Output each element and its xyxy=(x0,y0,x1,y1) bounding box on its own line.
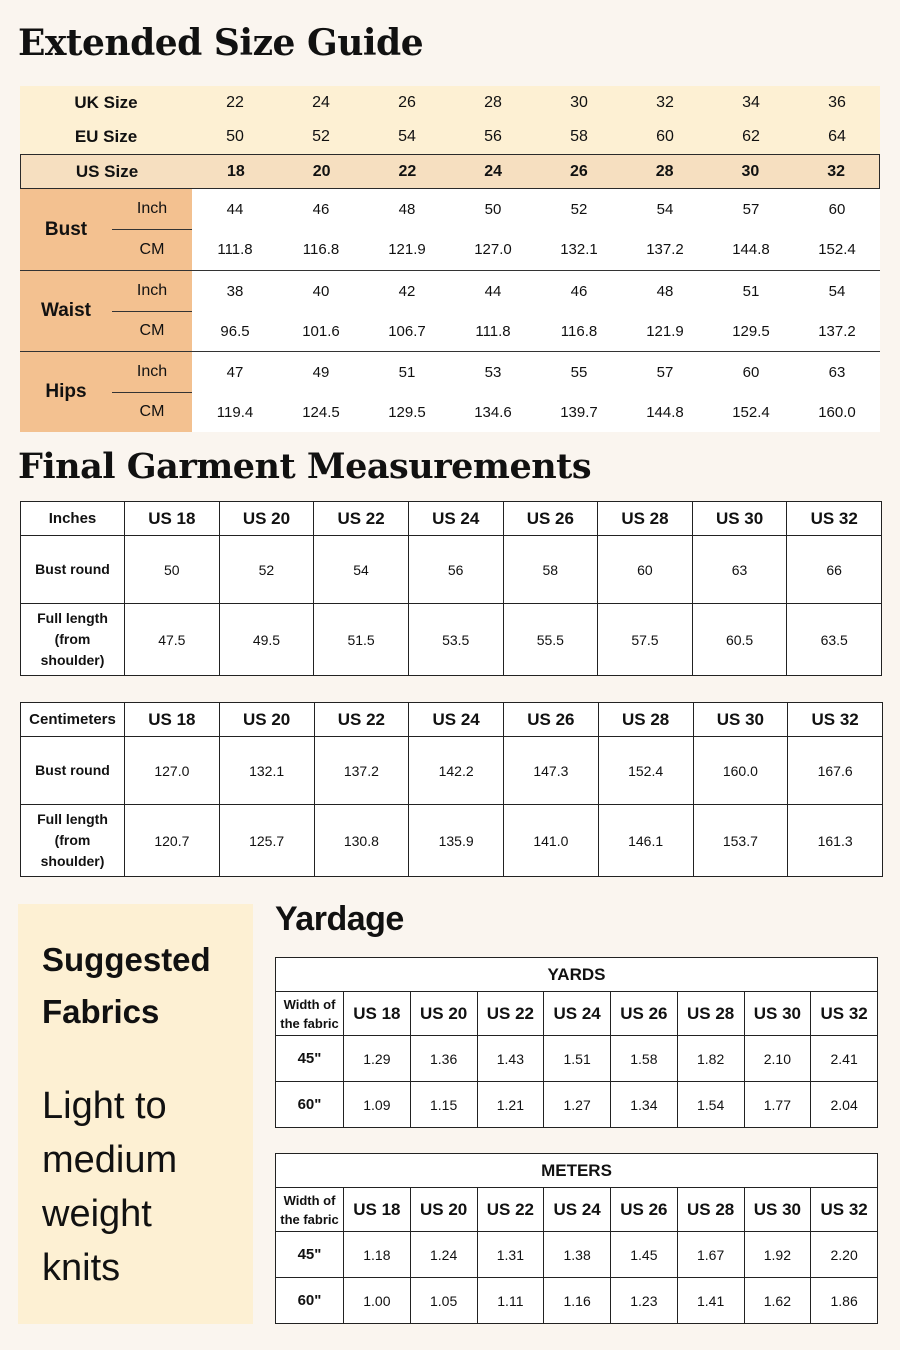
hips-cm-row xyxy=(192,392,880,432)
fabrics-text-line: weight xyxy=(42,1193,152,1235)
size-header: US 24 xyxy=(409,703,504,737)
eu-size-cell: 60 xyxy=(656,128,674,145)
fabrics-text-line: medium xyxy=(42,1139,178,1181)
value-cell: 46 xyxy=(570,282,588,300)
fabrics-text-line: knits xyxy=(42,1247,121,1289)
yards-caption: YARDS xyxy=(276,958,878,992)
size-header: US 28 xyxy=(677,1188,744,1232)
value-cell: 127.0 xyxy=(125,737,220,805)
value-cell: 1.86 xyxy=(811,1278,878,1324)
value-cell: 54 xyxy=(828,282,846,300)
uk-size-cell: 22 xyxy=(226,94,244,111)
value-cell: 141.0 xyxy=(504,805,599,877)
us-size-row xyxy=(20,154,880,189)
row-label-line: shoulder) xyxy=(40,853,105,869)
suggested-fabrics-panel xyxy=(18,904,253,1324)
eu-size-cell: 56 xyxy=(484,128,502,145)
size-header: US 30 xyxy=(692,502,787,536)
waist-label: Waist xyxy=(20,270,112,351)
row-label-line: Full length xyxy=(37,610,108,626)
fabrics-title xyxy=(42,934,211,1038)
size-header: US 26 xyxy=(611,1188,678,1232)
size-header: US 22 xyxy=(477,992,544,1036)
value-cell: 1.27 xyxy=(544,1082,611,1128)
us-size-cell: 22 xyxy=(398,162,417,180)
value-cell: 139.7 xyxy=(560,403,598,421)
value-cell: 53.5 xyxy=(408,604,503,676)
size-header: US 32 xyxy=(788,703,883,737)
value-cell: 54 xyxy=(314,536,409,604)
row-label-line: (from xyxy=(54,631,91,647)
value-cell: 160.0 xyxy=(693,737,788,805)
value-cell: 1.54 xyxy=(677,1082,744,1128)
value-cell: 119.4 xyxy=(216,403,254,421)
us-size-cell: 26 xyxy=(569,162,588,180)
size-header: US 26 xyxy=(611,992,678,1036)
value-cell: 1.67 xyxy=(677,1232,744,1278)
meters-table xyxy=(275,1153,878,1324)
row-label: 45" xyxy=(276,1232,344,1278)
size-header: US 32 xyxy=(787,502,882,536)
value-cell: 137.2 xyxy=(818,322,856,340)
uk-size-cell: 24 xyxy=(312,94,330,111)
value-cell: 66 xyxy=(787,536,882,604)
value-cell: 58 xyxy=(503,536,598,604)
value-cell: 144.8 xyxy=(646,403,684,421)
value-cell: 49.5 xyxy=(219,604,314,676)
hips-measure-group xyxy=(20,351,880,432)
inch-unit-label: Inch xyxy=(112,189,192,230)
us-size-cell: 32 xyxy=(827,162,846,180)
value-cell: 116.8 xyxy=(560,322,598,340)
value-cell: 56 xyxy=(408,536,503,604)
size-header: US 26 xyxy=(503,502,598,536)
table-row xyxy=(276,1036,878,1082)
size-header: US 24 xyxy=(544,992,611,1036)
value-cell: 55 xyxy=(570,363,588,381)
eu-size-label: EU Size xyxy=(74,127,138,146)
table-row xyxy=(276,1278,878,1324)
uk-size-cell: 34 xyxy=(742,94,760,111)
value-cell: 1.51 xyxy=(544,1036,611,1082)
row-label xyxy=(21,604,125,676)
uk-size-cell: 28 xyxy=(484,94,502,111)
size-guide-title: Extended Size Guide xyxy=(18,22,424,64)
value-cell: 121.9 xyxy=(388,241,426,259)
value-cell: 38 xyxy=(226,282,244,300)
cm-unit-label: CM xyxy=(139,241,165,258)
value-cell: 51 xyxy=(742,282,760,300)
value-cell: 1.62 xyxy=(744,1278,811,1324)
size-header: US 18 xyxy=(344,1188,411,1232)
uk-size-cell: 32 xyxy=(656,94,674,111)
value-cell: 60 xyxy=(742,363,760,381)
units-header: Inches xyxy=(21,502,125,536)
value-cell: 134.6 xyxy=(474,403,512,421)
eu-size-row xyxy=(20,120,880,154)
size-header: US 32 xyxy=(811,992,878,1036)
table-row xyxy=(276,1082,878,1128)
waist-measure-group xyxy=(20,270,880,351)
value-cell: 1.16 xyxy=(544,1278,611,1324)
garment-inches-table xyxy=(20,501,882,676)
uk-size-cell: 36 xyxy=(828,94,846,111)
value-cell: 48 xyxy=(656,282,674,300)
value-cell: 1.77 xyxy=(744,1082,811,1128)
value-cell: 53 xyxy=(484,363,502,381)
header-line: Width of xyxy=(283,996,336,1012)
value-cell: 44 xyxy=(484,282,502,300)
value-cell: 1.05 xyxy=(410,1278,477,1324)
value-cell: 160.0 xyxy=(818,403,856,421)
cm-unit-label: CM xyxy=(139,322,165,340)
row-label-line: Full length xyxy=(37,811,108,827)
eu-size-cell: 52 xyxy=(312,128,330,145)
table-row xyxy=(21,536,882,604)
value-cell: 1.92 xyxy=(744,1232,811,1278)
value-cell: 167.6 xyxy=(788,737,883,805)
fabrics-description xyxy=(42,1079,177,1295)
cm-unit-label: CM xyxy=(139,403,165,421)
value-cell: 46 xyxy=(312,200,330,218)
yardage-title: Yardage xyxy=(275,900,404,938)
size-header: US 30 xyxy=(744,992,811,1036)
row-label: Bust round xyxy=(21,536,125,604)
value-cell: 124.5 xyxy=(302,403,340,421)
units-header: Centimeters xyxy=(21,703,125,737)
value-cell: 52 xyxy=(219,536,314,604)
value-cell: 153.7 xyxy=(693,805,788,877)
value-cell: 63 xyxy=(828,363,846,381)
value-cell: 1.00 xyxy=(344,1278,411,1324)
row-label: Bust round xyxy=(21,737,125,805)
value-cell: 137.2 xyxy=(314,737,409,805)
table-row xyxy=(21,604,882,676)
header-line: Width of xyxy=(283,1192,336,1208)
value-cell: 50 xyxy=(125,536,220,604)
eu-size-cell: 58 xyxy=(570,128,588,145)
value-cell: 2.20 xyxy=(811,1232,878,1278)
table-row xyxy=(21,737,883,805)
value-cell: 142.2 xyxy=(409,737,504,805)
bust-label: Bust xyxy=(20,189,112,270)
value-cell: 1.15 xyxy=(410,1082,477,1128)
bust-measure-group xyxy=(20,189,880,270)
value-cell: 2.10 xyxy=(744,1036,811,1082)
us-size-cell: 30 xyxy=(741,162,760,180)
value-cell: 137.2 xyxy=(646,241,684,259)
value-cell: 1.36 xyxy=(410,1036,477,1082)
size-header: US 20 xyxy=(219,502,314,536)
width-of-fabric-header xyxy=(276,1188,344,1232)
eu-size-cell: 62 xyxy=(742,128,760,145)
garment-title: Final Garment Measurements xyxy=(18,446,592,487)
garment-cm-table xyxy=(20,702,883,877)
value-cell: 1.82 xyxy=(677,1036,744,1082)
size-header: US 32 xyxy=(811,1188,878,1232)
eu-size-cell: 54 xyxy=(398,128,416,145)
inch-unit-label: Inch xyxy=(112,352,192,393)
eu-size-cell: 50 xyxy=(226,128,244,145)
uk-size-cell: 30 xyxy=(570,94,588,111)
value-cell: 111.8 xyxy=(475,322,511,340)
value-cell: 96.5 xyxy=(220,322,250,340)
size-header: US 20 xyxy=(410,1188,477,1232)
value-cell: 47.5 xyxy=(125,604,220,676)
size-header: US 24 xyxy=(544,1188,611,1232)
size-header: US 28 xyxy=(598,703,693,737)
us-size-cell: 18 xyxy=(226,162,245,180)
value-cell: 1.11 xyxy=(477,1278,544,1324)
value-cell: 57 xyxy=(742,200,760,218)
inch-unit-label: Inch xyxy=(112,271,192,312)
header-line: the fabric xyxy=(280,1015,339,1031)
value-cell: 132.1 xyxy=(219,737,314,805)
yards-table xyxy=(275,957,878,1128)
size-header: US 18 xyxy=(125,502,220,536)
value-cell: 52 xyxy=(570,200,588,218)
us-size-cell: 28 xyxy=(655,162,674,180)
us-size-label: US Size xyxy=(75,161,139,181)
value-cell: 1.24 xyxy=(410,1232,477,1278)
fabrics-title-line: Fabrics xyxy=(42,993,160,1030)
value-cell: 63 xyxy=(692,536,787,604)
uk-size-label: UK Size xyxy=(74,93,138,112)
size-header: US 22 xyxy=(314,703,409,737)
value-cell: 44 xyxy=(226,200,244,218)
value-cell: 40 xyxy=(312,282,330,300)
size-header: US 30 xyxy=(693,703,788,737)
value-cell: 1.38 xyxy=(544,1232,611,1278)
value-cell: 1.41 xyxy=(677,1278,744,1324)
value-cell: 125.7 xyxy=(219,805,314,877)
fabrics-title-line: Suggested xyxy=(42,941,211,978)
size-header: US 26 xyxy=(504,703,599,737)
value-cell: 50 xyxy=(484,200,502,218)
bust-inch-row xyxy=(192,189,880,230)
value-cell: 1.18 xyxy=(344,1232,411,1278)
value-cell: 1.31 xyxy=(477,1232,544,1278)
value-cell: 144.8 xyxy=(732,241,770,259)
value-cell: 129.5 xyxy=(388,403,426,421)
bust-cm-row xyxy=(192,230,880,271)
value-cell: 120.7 xyxy=(125,805,220,877)
width-of-fabric-header xyxy=(276,992,344,1036)
size-guide-table xyxy=(20,86,880,432)
row-label-line: shoulder) xyxy=(40,652,105,668)
uk-size-row xyxy=(20,86,880,120)
value-cell: 127.0 xyxy=(474,241,512,259)
value-cell: 147.3 xyxy=(504,737,599,805)
value-cell: 152.4 xyxy=(732,403,770,421)
value-cell: 63.5 xyxy=(787,604,882,676)
us-size-cell: 24 xyxy=(484,162,503,180)
size-header: US 28 xyxy=(598,502,693,536)
row-label-line: (from xyxy=(54,832,91,848)
table-row xyxy=(21,805,883,877)
waist-inch-row xyxy=(192,271,880,311)
value-cell: 1.23 xyxy=(611,1278,678,1324)
size-header: US 30 xyxy=(744,1188,811,1232)
value-cell: 161.3 xyxy=(788,805,883,877)
value-cell: 152.4 xyxy=(818,241,856,259)
value-cell: 1.45 xyxy=(611,1232,678,1278)
size-header: US 18 xyxy=(344,992,411,1036)
header-line: the fabric xyxy=(280,1211,339,1227)
meters-caption: METERS xyxy=(276,1154,878,1188)
value-cell: 47 xyxy=(226,363,244,381)
value-cell: 116.8 xyxy=(302,241,340,259)
value-cell: 101.6 xyxy=(302,322,340,340)
table-row xyxy=(276,1232,878,1278)
value-cell: 129.5 xyxy=(732,322,770,340)
value-cell: 111.8 xyxy=(217,241,253,259)
size-header: US 20 xyxy=(219,703,314,737)
value-cell: 135.9 xyxy=(409,805,504,877)
row-label: 60" xyxy=(276,1082,344,1128)
value-cell: 1.58 xyxy=(611,1036,678,1082)
value-cell: 51.5 xyxy=(314,604,409,676)
value-cell: 130.8 xyxy=(314,805,409,877)
hips-inch-row xyxy=(192,352,880,392)
hips-label: Hips xyxy=(20,351,112,432)
size-header: US 24 xyxy=(408,502,503,536)
value-cell: 2.04 xyxy=(811,1082,878,1128)
value-cell: 1.34 xyxy=(611,1082,678,1128)
value-cell: 1.21 xyxy=(477,1082,544,1128)
value-cell: 132.1 xyxy=(560,241,598,259)
value-cell: 60.5 xyxy=(692,604,787,676)
fabrics-text-line: Light to xyxy=(42,1085,167,1127)
us-size-cell: 20 xyxy=(312,162,331,180)
size-header: US 28 xyxy=(677,992,744,1036)
size-header: US 18 xyxy=(125,703,220,737)
size-header: US 20 xyxy=(410,992,477,1036)
row-label: 60" xyxy=(276,1278,344,1324)
value-cell: 60 xyxy=(828,200,846,218)
row-label xyxy=(21,805,125,877)
size-header: US 22 xyxy=(314,502,409,536)
value-cell: 49 xyxy=(312,363,330,381)
uk-size-cell: 26 xyxy=(398,94,416,111)
value-cell: 55.5 xyxy=(503,604,598,676)
value-cell: 121.9 xyxy=(646,322,684,340)
waist-cm-row xyxy=(192,311,880,351)
value-cell: 152.4 xyxy=(598,737,693,805)
value-cell: 51 xyxy=(398,363,416,381)
value-cell: 1.09 xyxy=(344,1082,411,1128)
value-cell: 48 xyxy=(398,200,416,218)
size-header: US 22 xyxy=(477,1188,544,1232)
eu-size-cell: 64 xyxy=(828,128,846,145)
value-cell: 57 xyxy=(656,363,674,381)
value-cell: 1.29 xyxy=(344,1036,411,1082)
value-cell: 146.1 xyxy=(598,805,693,877)
value-cell: 42 xyxy=(398,282,416,300)
value-cell: 57.5 xyxy=(598,604,693,676)
row-label: 45" xyxy=(276,1036,344,1082)
value-cell: 2.41 xyxy=(811,1036,878,1082)
value-cell: 1.43 xyxy=(477,1036,544,1082)
value-cell: 106.7 xyxy=(388,322,426,340)
value-cell: 54 xyxy=(656,200,674,218)
value-cell: 60 xyxy=(598,536,693,604)
